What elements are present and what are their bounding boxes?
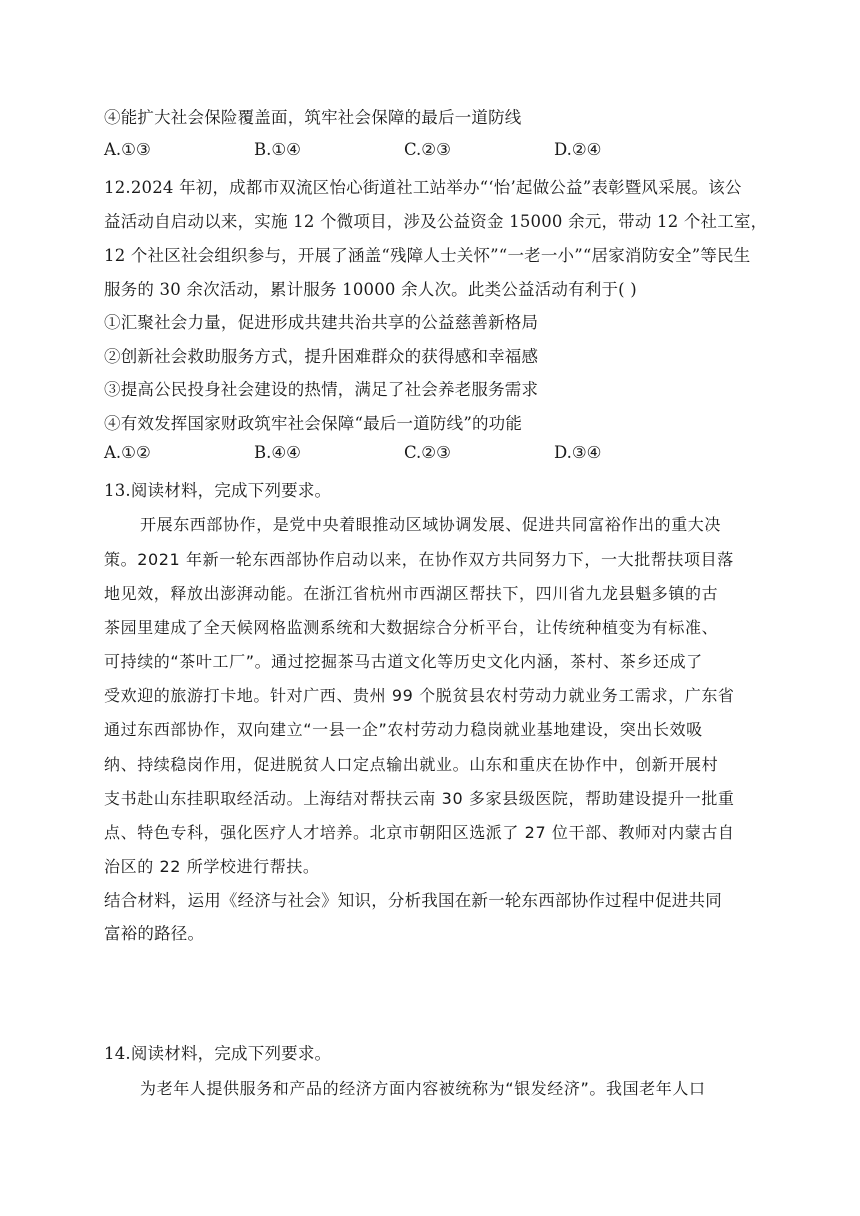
- q13-material-line: 点、特色专科，强化医疗人才培养。北京市朝阳区选派了 27 位干部、教师对内蒙古自: [104, 823, 735, 842]
- q12-stem-line: 12.2024 年初，成都市双流区怡心街道社工站举办“‘怡’起做公益”表彰暨风采展。该公: [104, 178, 742, 197]
- q12-item-1: ①汇聚社会力量，促进形成共建共治共享的公益慈善新格局: [104, 313, 539, 332]
- q12-option-b: B.④④: [254, 443, 301, 462]
- q13-material-line: 纳、持续稳岗作用，促进脱贫人口定点输出就业。山东和重庆在协作中，创新开展村: [104, 755, 719, 774]
- q12-stem-line: 服务的 30 余次活动，累计服务 10000 余人次。此类公益活动有利于( ): [104, 280, 637, 299]
- q13-material-line: 治区的 22 所学校进行帮扶。: [104, 857, 320, 876]
- q12-option-c: C.②③: [404, 443, 451, 462]
- q12-stem-line: 益活动自启动以来，实施 12 个微项目，涉及公益资金 15000 余元，带动 12 个社工室，: [104, 212, 768, 231]
- q12-option-a: A.①②: [104, 443, 151, 462]
- q11-option-a: A.①③: [104, 140, 151, 159]
- q14-material-line: 为老年人提供服务和产品的经济方面内容被统称为“银发经济”。我国老年人口: [140, 1079, 706, 1098]
- q13-task-line: 富裕的路径。: [104, 924, 205, 943]
- q13-material-line: 地见效，释放出澎湃动能。在浙江省杭州市西湖区帮扶下，四川省九龙县魁多镇的古: [104, 584, 719, 603]
- q13-title: 13.阅读材料，完成下列要求。: [104, 481, 332, 500]
- q12-option-d: D.③④: [554, 443, 602, 462]
- q14-title: 14.阅读材料，完成下列要求。: [104, 1044, 332, 1063]
- q13-material-line: 开展东西部协作，是党中央着眼推动区域协调发展、促进共同富裕作出的重大决: [140, 515, 722, 534]
- q13-material-line: 支书赴山东挂职取经活动。上海结对帮扶云南 30 多家县级医院，帮助建设提升一批重: [104, 789, 735, 808]
- q13-material-line: 通过东西部协作，双向建立“一县一企”农村劳动力稳岗就业基地建设，突出长效吸: [104, 720, 703, 739]
- q11-item-4: ④能扩大社会保险覆盖面，筑牢社会保障的最后一道防线: [104, 108, 522, 127]
- q13-material-line: 策。2021 年新一轮东西部协作启动以来，在协作双方共同努力下，一大批帮扶项目落: [104, 550, 734, 569]
- q12-stem-line: 12 个社区社会组织参与，开展了涵盖“残障人士关怀”“一老一小”“居家消防安全”等民生: [104, 246, 751, 265]
- q12-item-4: ④有效发挥国家财政筑牢社会保障“最后一道防线”的功能: [104, 414, 523, 433]
- q13-task-line: 结合材料，运用《经济与社会》知识，分析我国在新一轮东西部协作过程中促进共同: [104, 891, 722, 910]
- q13-material-line: 受欢迎的旅游打卡地。针对广西、贵州 99 个脱贫县农村劳动力就业务工需求，广东省: [104, 686, 735, 705]
- q13-material-line: 可持续的“茶叶工厂”。通过挖掘茶马古道文化等历史文化内涵，茶村、茶乡还成了: [104, 652, 703, 671]
- q12-item-3: ③提高公民投身社会建设的热情，满足了社会养老服务需求: [104, 380, 539, 399]
- q11-option-c: C.②③: [404, 140, 451, 159]
- q13-material-line: 茶园里建成了全天候网格监测系统和大数据综合分析平台，让传统种植变为有标准、: [104, 618, 719, 637]
- q12-item-2: ②创新社会救助服务方式，提升困难群众的获得感和幸福感: [104, 347, 539, 366]
- q11-option-b: B.①④: [254, 140, 301, 159]
- q11-option-d: D.②④: [554, 140, 602, 159]
